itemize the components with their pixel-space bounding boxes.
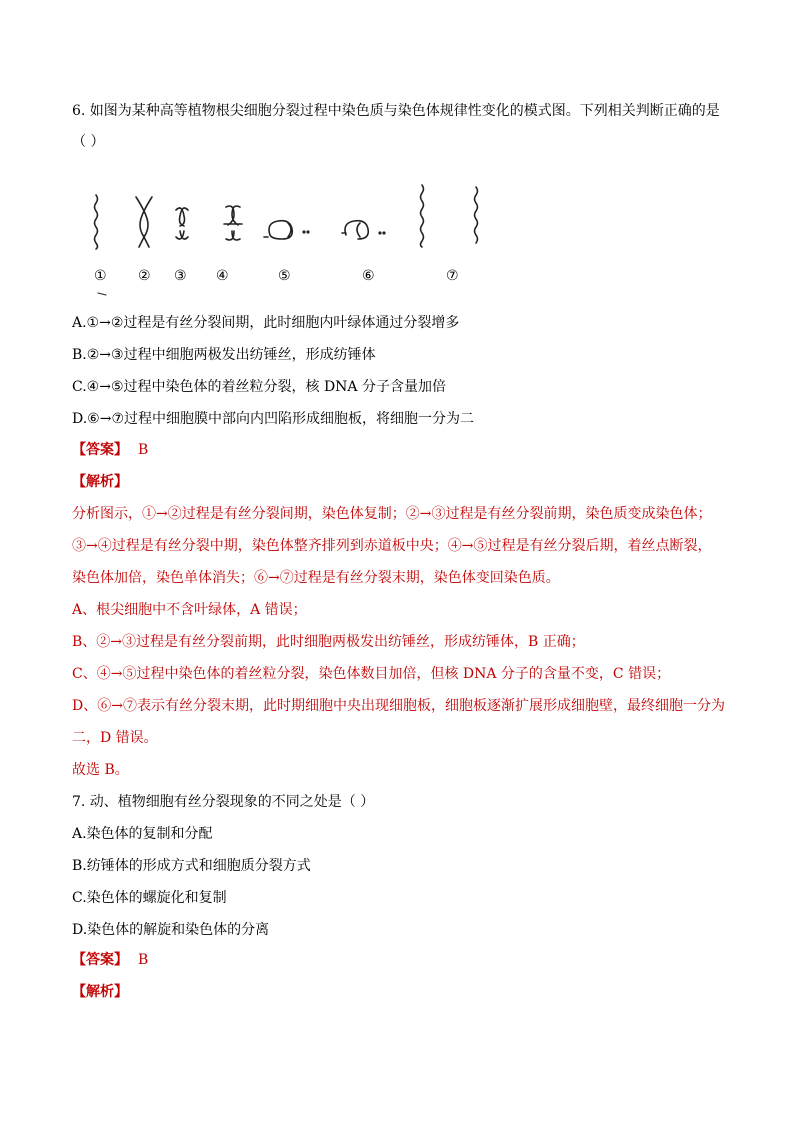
question-7-option-a: A.染色体的复制和分配 [72,826,213,842]
figure-label-1: ① [94,268,107,284]
chromatin-stage-7a [421,185,424,247]
analysis-line-3: 染色体加倍，染色单体消失；⑥→⑦过程是有丝分裂末期，染色体变回染色质。 [72,570,560,586]
question-7-option-b: B.纺锤体的形成方式和细胞质分裂方式 [72,858,311,874]
answer-value-7: B [138,952,149,968]
figure-label-5: ⑤ [278,268,291,284]
chromatin-stage-1 [95,195,98,249]
analysis-line-2: ③→④过程是有丝分裂中期，染色体整齐排列到赤道板中央；④→⑤过程是有丝分裂后期，着丝点断裂， [72,538,712,554]
question-6-answer [72,440,148,460]
chromosome-stage-5 [264,221,292,239]
analysis-line-5: B、②→③过程是有丝分裂前期，此时细胞两极发出纺锤丝，形成纺锤体，B 正确； [72,634,585,650]
analysis-line-6: C、④→⑤过程中染色体的着丝粒分裂，染色体数目加倍，但核 DNA 分子的含量不变，C 错误； [72,666,671,682]
figure-label-7: ⑦ [446,268,459,284]
chromatin-stage-2a [136,197,148,247]
chromosome-stage-3 [176,208,188,239]
figure-label-3: ③ [174,268,187,284]
chromosome-stage-6 [342,221,368,239]
answer-label: 【答案】 [72,442,128,458]
chromosome-stage-4 [224,206,242,240]
answer-value: B [138,442,149,458]
analysis-conclusion: 故选 B。 [72,762,129,778]
figure-label-6: ⑥ [362,268,375,284]
chromatin-stage-7b [475,187,478,243]
question-6-option-c: C.④→⑤过程中染色体的着丝粒分裂，核 DNA 分子含量加倍 [72,379,446,395]
figure-label-2: ② [138,268,151,284]
figure-label-4: ④ [216,268,229,284]
analysis-line-4: A、根尖细胞中不含叶绿体，A 错误； [72,602,307,618]
question-7-option-d: D.染色体的解旋和染色体的分离 [72,922,270,938]
question-7-answer [72,950,148,970]
question-6-option-b: B.②→③过程中细胞两极发出纺锤丝，形成纺锤体 [72,347,376,363]
question-7-analysis-label: 【解析】 [72,984,128,1000]
analysis-line-8: 二，D 错误。 [72,730,158,746]
question-7-option-c: C.染色体的螺旋化和复制 [72,890,227,906]
answer-label-7: 【答案】 [72,952,128,968]
question-6-option-a: A.①→②过程是有丝分裂间期，此时细胞内叶绿体通过分裂增多 [72,315,460,331]
question-6-blank: （ ） [72,134,105,150]
analysis-line-1: 分析图示，①→②过程是有丝分裂间期，染色体复制；②→③过程是有丝分裂前期，染色质变成染色体； [72,506,712,522]
question-6-option-d: D.⑥→⑦过程中细胞膜中部向内凹陷形成细胞板，将细胞一分为二 [72,411,475,427]
question-7-stem: 7. 动、植物细胞有丝分裂现象的不同之处是（ ） [72,794,375,810]
analysis-line-7: D、⑥→⑦表示有丝分裂末期，此时期细胞中央出现细胞板，细胞板逐渐扩展形成细胞壁，最终细胞一分为 [72,698,725,714]
chromatin-stage-2b [140,197,152,247]
question-6-stem: 6. 如图为某种高等植物根尖细胞分裂过程中染色质与染色体规律性变化的模式图。下列相关判断正确的是 [72,103,720,119]
question-6-analysis-label: 【解析】 [72,474,128,490]
